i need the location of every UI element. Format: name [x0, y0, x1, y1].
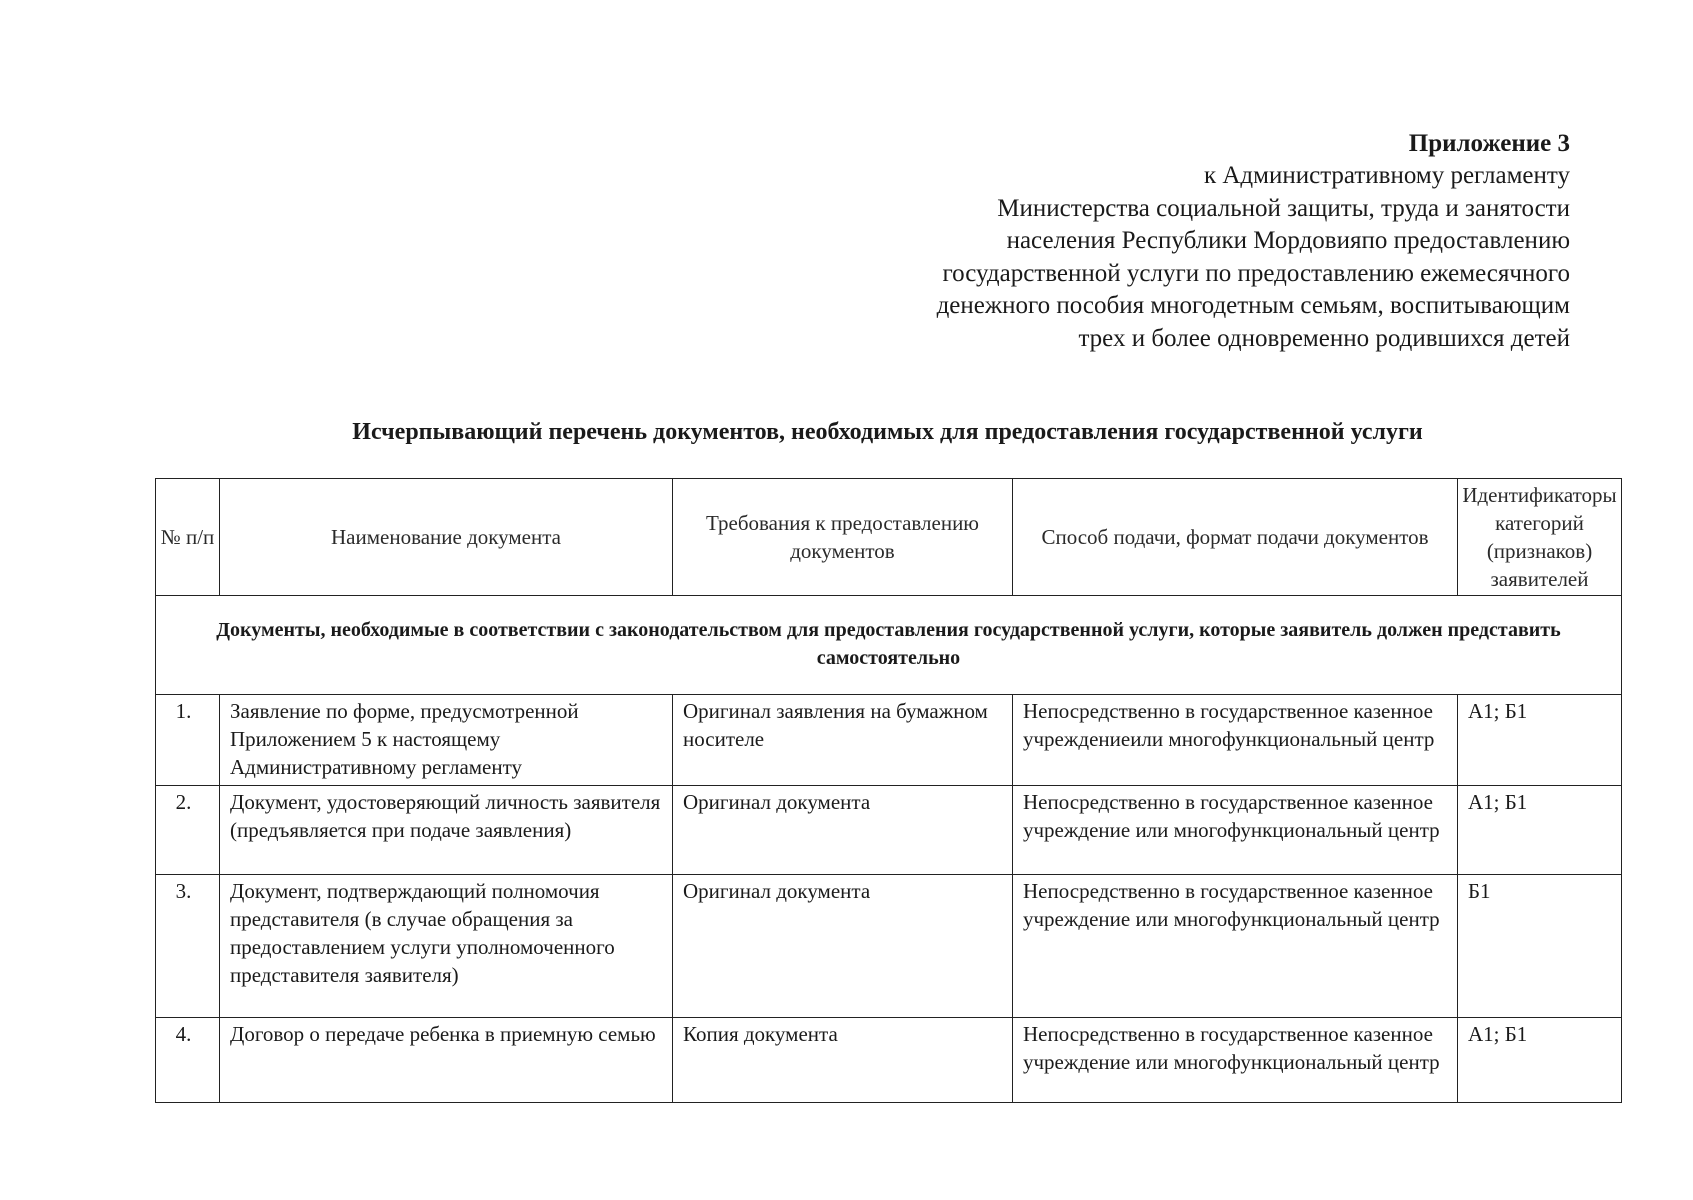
row-identifiers: А1; Б1 — [1458, 695, 1622, 786]
table-row — [156, 875, 1622, 1018]
appendix-line: населения Республики Мордовияпо предоставлению — [1006, 227, 1570, 254]
row-number: 2. — [156, 786, 220, 875]
row-requirements: Оригинал документа — [673, 875, 1013, 1018]
row-number: 4. — [156, 1018, 220, 1103]
header-number: № п/п — [156, 479, 220, 596]
section-heading: Документы, необходимые в соответствии с законодательством для предоставления государственной услуги, которые заявитель должен представить самостоятельно — [156, 596, 1622, 695]
appendix-header — [810, 128, 1570, 355]
appendix-line: денежного пособия многодетным семьям, воспитывающим — [936, 292, 1570, 319]
row-method: Непосредственно в государственное казенное учреждениеили многофункциональный центр — [1013, 695, 1458, 786]
appendix-line: к Административному регламенту — [1203, 162, 1570, 189]
header-method: Способ подачи, формат подачи документов — [1013, 479, 1458, 596]
row-method: Непосредственно в государственное казенное учреждение или многофункциональный центр — [1013, 1018, 1458, 1103]
row-identifiers: А1; Б1 — [1458, 1018, 1622, 1103]
table-row — [156, 695, 1622, 786]
table-header-row — [156, 479, 1622, 596]
header-requirements: Требования к предоставлению документов — [673, 479, 1013, 596]
row-document-name: Документ, подтверждающий полномочия представителя (в случае обращения за предоставлением услуги уполномоченного представителя заявителя) — [220, 875, 673, 1018]
row-requirements: Копия документа — [673, 1018, 1013, 1103]
appendix-title: Приложение 3 — [1408, 130, 1570, 157]
documents-table — [155, 478, 1622, 1103]
document-title: Исчерпывающий перечень документов, необходимых для предоставления государственной услуги — [352, 419, 1423, 445]
row-document-name: Заявление по форме, предусмотренной Приложением 5 к настоящему Административному регламенту — [220, 695, 673, 786]
row-identifiers: А1; Б1 — [1458, 786, 1622, 875]
row-method: Непосредственно в государственное казенное учреждение или многофункциональный центр — [1013, 786, 1458, 875]
row-requirements: Оригинал документа — [673, 786, 1013, 875]
table-row — [156, 786, 1622, 875]
appendix-line: трех и более одновременно родившихся детей — [1078, 324, 1570, 352]
appendix-line: Министерства социальной защиты, труда и занятости — [997, 194, 1570, 222]
header-identifiers: Идентификаторы категорий (признаков) заявителей — [1458, 479, 1622, 596]
header-name: Наименование документа — [220, 479, 673, 596]
row-document-name: Договор о передаче ребенка в приемную семью — [220, 1018, 673, 1103]
row-method: Непосредственно в государственное казенное учреждение или многофункциональный центр — [1013, 875, 1458, 1018]
row-requirements: Оригинал заявления на бумажном носителе — [673, 695, 1013, 786]
row-document-name: Документ, удостоверяющий личность заявителя (предъявляется при подаче заявления) — [220, 786, 673, 875]
row-number: 1. — [156, 695, 220, 786]
table-row — [156, 1018, 1622, 1103]
row-number: 3. — [156, 875, 220, 1018]
section-heading-row — [156, 596, 1622, 695]
appendix-line: государственной услуги по предоставлению ежемесячного — [942, 259, 1570, 287]
row-identifiers: Б1 — [1458, 875, 1622, 1018]
